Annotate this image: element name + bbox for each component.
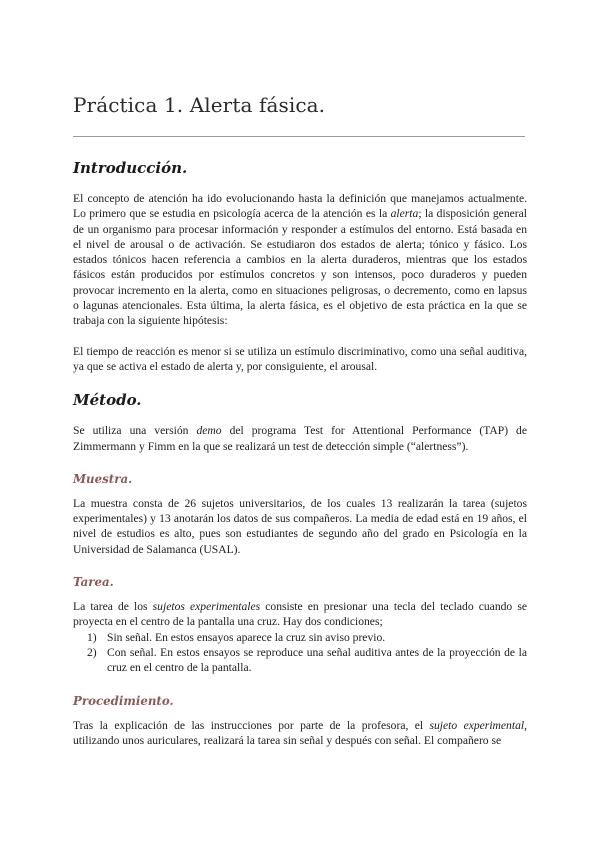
list-item — [73, 645, 527, 676]
intro-paragraph-1 — [73, 191, 527, 329]
subsection-heading-procedimiento: Procedimiento. — [73, 693, 174, 708]
page-title: Práctica 1. Alerta fásica. — [73, 93, 326, 117]
procedimiento-p-text-a: Tras la explicación de las instrucciones por parte de la profesora, el — [73, 718, 430, 732]
section-heading-introduccion: Introducción. — [73, 159, 188, 177]
list-item-text: Sin señal. En estos ensayos aparece la cruz sin aviso previo. — [107, 630, 386, 644]
intro-paragraph-2: El tiempo de reacción es menor si se utiliza un estímulo discriminativo, como una señal auditiva, ya que se activa el estado de alerta y, por consiguiente, el arousal. — [73, 344, 527, 373]
tarea-p-text-b: consiste en presionar una tecla del teclado cuando se proyecta en el centro de la pantalla una cruz. Hay dos condiciones; — [73, 600, 527, 629]
list-item — [73, 630, 527, 645]
subsection-heading-tarea: Tarea. — [73, 575, 114, 590]
tarea-p-text-a: La tarea de los — [73, 600, 153, 614]
muestra-paragraph: La muestra consta de 26 sujetos universitarios, de los cuales 13 realizarán la tarea (sujetos experimentales) y 13 anotarán los datos de sus compañeros. La media de edad está en 19 años, el nivel de estudios es alto, pues son estudiantes de segundo año del grado en Psicología en la Universidad de Salamanca (USAL). — [73, 496, 527, 556]
tarea-p-emphasis: sujetos experimentales — [152, 600, 261, 614]
procedimiento-p-emphasis: sujeto experimental — [429, 718, 525, 732]
tarea-paragraph — [73, 599, 527, 630]
metodo-p1-emphasis: demo — [196, 424, 222, 438]
document-body — [73, 158, 527, 748]
metodo-paragraph-1 — [73, 423, 527, 454]
subsection-heading-muestra: Muestra. — [73, 471, 133, 486]
section-heading-metodo: Método. — [73, 391, 142, 410]
list-item-number: 2) — [87, 645, 97, 659]
title-divider — [73, 136, 525, 137]
procedimiento-paragraph — [73, 718, 527, 749]
list-item-text: Con señal. En estos ensayos se reproduce una señal auditiva antes de la proyección de la cruz en el centro de la pantalla. — [107, 645, 527, 675]
procedimiento-p-text-b: , utilizando unos auriculares, realizará la tarea sin señal y después con señal. El compañero se — [73, 718, 527, 747]
metodo-p1-text-b: del programa Test for Attentional Performance (TAP) de Zimmermann y Fimm en la que se realizará un test de detección simple (“alertness”). — [73, 424, 527, 453]
intro-p1-emphasis: alerta — [390, 207, 419, 221]
conditions-list — [73, 630, 527, 676]
intro-p1-text-a: El concepto de atención ha ido evolucionando hasta la definición que manejamos actualmente. Lo primero que se estudia en psicología acerca de la atención es la — [73, 192, 527, 221]
metodo-p1-text-a: Se utiliza una versión — [73, 424, 197, 438]
intro-p1-text-b: ; la disposición general de un organismo para procesar información y responder a estímulos del entorno. Está basada en el nivel de arousal o de activación. Se estudiaron dos estados de alerta; tónico y fásico. Los estados tónicos hacen referencia a cambios en la alerta duraderos, mientras que los estados fásicos están producidos por estímulos concretos y son intensos, poco duraderos y pueden provocar incremento en la alerta, como en situaciones peligrosas, o decremento, como en lapsus o lagunas atencionales. Esta última, la alerta fásica, es el objetivo de esta práctica en la que se trabaja con la siguiente hipótesis: — [73, 207, 528, 328]
list-item-number: 1) — [87, 630, 97, 644]
